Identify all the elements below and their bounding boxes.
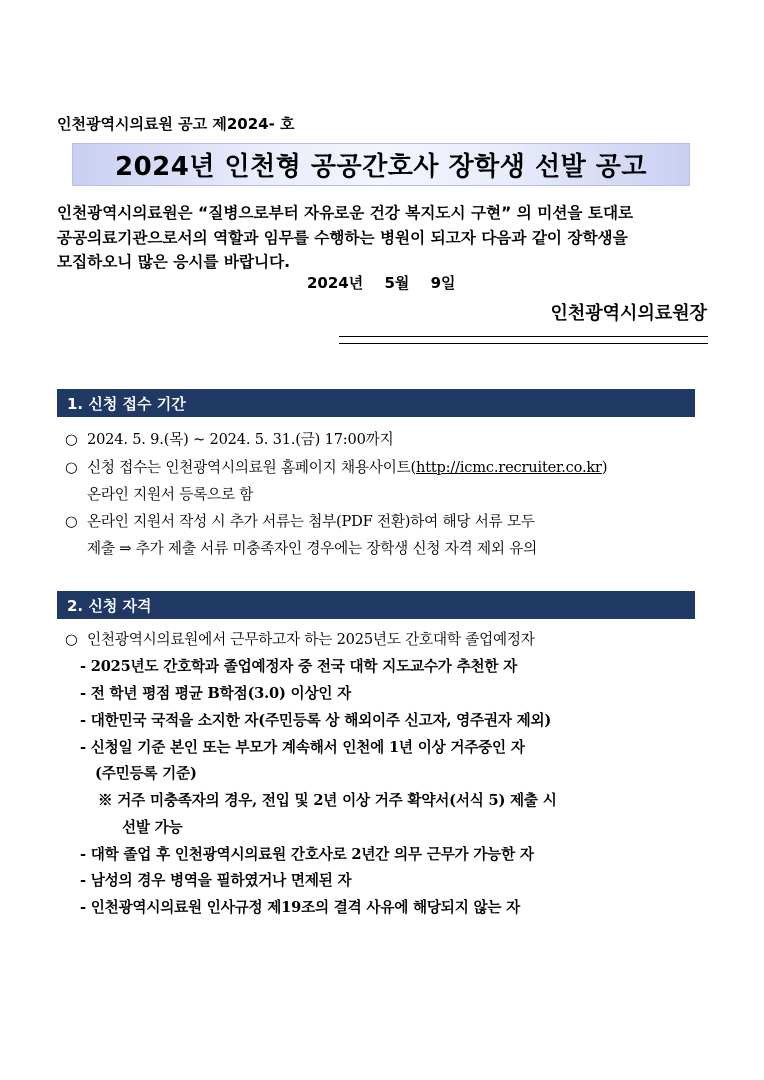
section-heading-eligibility: 2. 신청 자격 bbox=[57, 591, 695, 619]
list-item: ○ 온라인 지원서 작성 시 추가 서류는 첨부(PDF 전환)하여 해당 서류 모두 bbox=[65, 513, 535, 530]
title-banner bbox=[72, 143, 690, 186]
notice-date: 2024년 5월 9일 bbox=[307, 274, 456, 292]
page-title: 2024년 인천형 공공간호사 장학생 선발 공고 bbox=[115, 152, 647, 182]
list-item: - 대학 졸업 후 인천광역시의료원 간호사로 2년간 의무 근무가 가능한 자 bbox=[80, 846, 534, 863]
note-item-continuation: 선발 가능 bbox=[122, 819, 183, 836]
note-item: ※ 거주 미충족자의 경우, 전입 및 2년 이상 거주 확약서(서식 5) 제출 시 bbox=[98, 792, 557, 809]
section-heading-application-period: 1. 신청 접수 기간 bbox=[57, 389, 695, 417]
list-item: ○ 신청 접수는 인천광역시의료원 홈페이지 채용사이트(http://icmc.recruiter.co.kr) bbox=[65, 459, 608, 476]
intro-line: 모집하오니 많은 응시를 바랍니다. bbox=[57, 253, 291, 271]
list-item: - 전 학년 평점 평균 B학점(3.0) 이상인 자 bbox=[80, 685, 352, 702]
list-item: ○ 인천광역시의료원에서 근무하고자 하는 2025년도 간호대학 졸업예정자 bbox=[65, 631, 535, 648]
list-item-continuation: 제출 ⇒ 추가 제출 서류 미충족자인 경우에는 장학생 신청 자격 제외 유의 bbox=[87, 540, 537, 557]
double-rule-divider bbox=[339, 336, 708, 344]
list-item: - 인천광역시의료원 인사규정 제19조의 결격 사유에 해당되지 않는 자 bbox=[80, 899, 521, 916]
list-item: - 신청일 기준 본인 또는 부모가 계속해서 인천에 1년 이상 거주중인 자 bbox=[80, 739, 525, 756]
list-item: ○ 2024. 5. 9.(목) ~ 2024. 5. 31.(금) 17:00까지 bbox=[65, 431, 394, 448]
intro-paragraph bbox=[57, 201, 717, 275]
bullet-icon: ○ bbox=[65, 513, 78, 530]
list-item-continuation: 온라인 지원서 등록으로 함 bbox=[87, 486, 254, 503]
list-item-continuation: (주민등록 기준) bbox=[95, 765, 197, 782]
intro-line: 공공의료기관으로서의 역할과 임무를 수행하는 병원이 되고자 다음과 같이 장학생을 bbox=[57, 228, 628, 247]
list-item: - 남성의 경우 병역을 필하였거나 면제된 자 bbox=[80, 872, 352, 889]
list-item: - 대한민국 국적을 소지한 자(주민등록 상 해외이주 신고자, 영주권자 제외) bbox=[80, 712, 552, 729]
bullet-icon: ○ bbox=[65, 459, 78, 476]
recruit-site-link[interactable]: http://icmc.recruiter.co.kr bbox=[416, 459, 602, 476]
bullet-icon: ○ bbox=[65, 431, 78, 448]
bullet-icon: ○ bbox=[65, 631, 78, 648]
notice-number: 인천광역시의료원 공고 제2024- 호 bbox=[57, 115, 295, 133]
signer: 인천광역시의료원장 bbox=[550, 303, 707, 324]
intro-line: 인천광역시의료원은 “질병으로부터 자유로운 건강 복지도시 구현” 의 미션을 토대로 bbox=[57, 204, 634, 222]
list-item: - 2025년도 간호학과 졸업예정자 중 전국 대학 지도교수가 추천한 자 bbox=[80, 658, 518, 675]
